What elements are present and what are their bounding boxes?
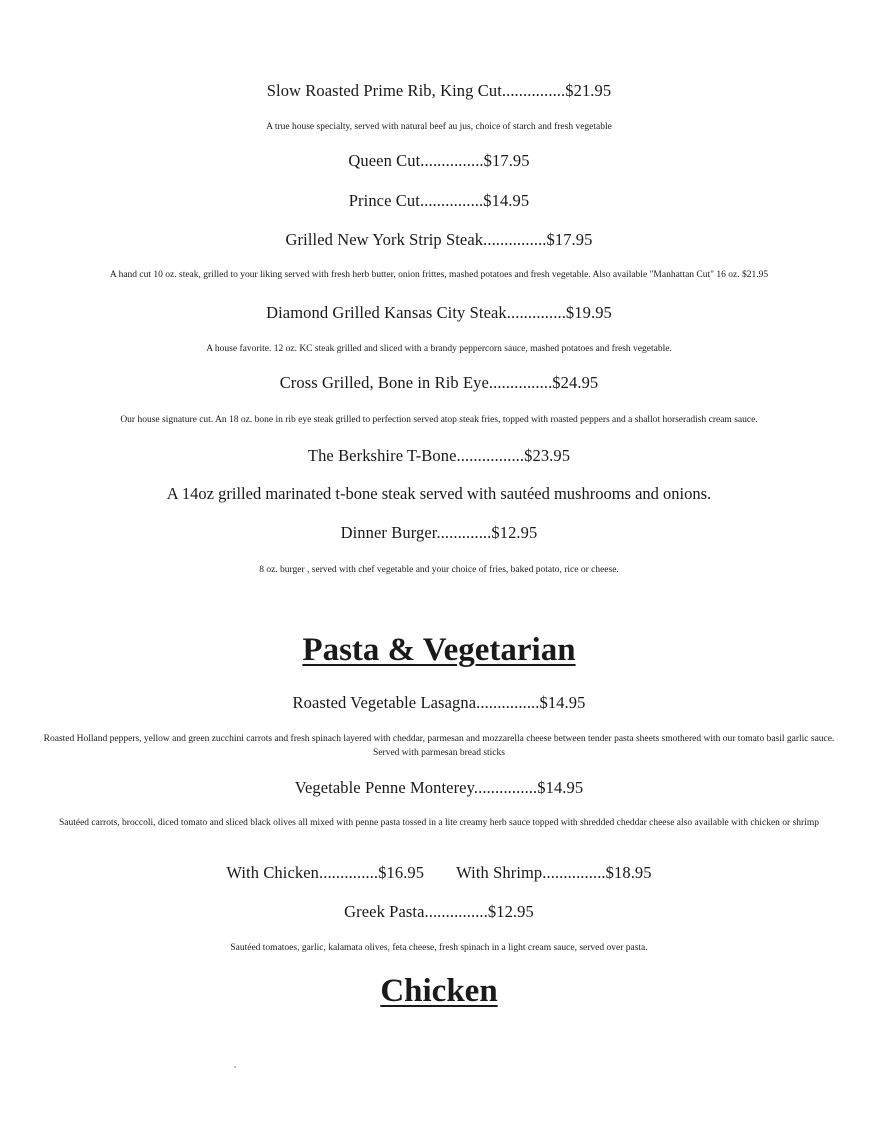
menu-item-berkshire-t-bone: The Berkshire T-Bone................$23.95 xyxy=(307,446,571,465)
addon-with-shrimp: With Shrimp...............$18.95 xyxy=(456,863,652,882)
menu-item-new-york-strip: Grilled New York Strip Steak...............$17.95 xyxy=(285,230,593,249)
menu-item-greek-pasta: Greek Pasta...............$12.95 xyxy=(344,902,534,921)
menu-item-description: A 14oz grilled marinated t-bone steak served with sautéed mushrooms and onions. xyxy=(166,484,712,503)
menu-item-description: Roasted Holland peppers, yellow and green zucchini carrots and fresh spinach layered with cheddar, parmesan and mozzarella cheese between tender pasta sheets smothered with our tomato basil garlic sauce. Served with parmesan bread sticks xyxy=(43,734,835,758)
menu-item-rib-eye: Cross Grilled, Bone in Rib Eye...............$24.95 xyxy=(279,373,599,392)
page-speck xyxy=(234,1066,236,1068)
menu-item-vegetable-lasagna: Roasted Vegetable Lasagna...............$14.95 xyxy=(292,693,586,712)
menu-item-description: Sautéed carrots, broccoli, diced tomato and sliced black olives all mixed with penne pasta tossed in a lite creamy herb sauce topped with shredded cheddar cheese also available with chicken or shrimp xyxy=(58,818,819,828)
menu-item-description: Sautéed tomatoes, garlic, kalamata olives, feta cheese, fresh spinach in a light cream sauce, served over pasta. xyxy=(230,943,648,953)
menu-item-description: 8 oz. burger , served with chef vegetable and your choice of fries, baked potato, rice or cheese. xyxy=(259,565,619,575)
section-heading-pasta-vegetarian: Pasta & Vegetarian xyxy=(302,632,576,668)
menu-item-dinner-burger: Dinner Burger.............$12.95 xyxy=(340,523,538,542)
menu-item-vegetable-penne-monterey: Vegetable Penne Monterey...............$14.95 xyxy=(294,778,584,797)
menu-item-description: A house favorite. 12 oz. KC steak grilled and sliced with a brandy peppercorn sauce, mashed potatoes and fresh vegetable. xyxy=(206,344,672,354)
section-heading-chicken: Chicken xyxy=(380,973,498,1009)
menu-item-prince-cut: Prince Cut...............$14.95 xyxy=(348,191,530,210)
menu-item-description: Our house signature cut. An 18 oz. bone in rib eye steak grilled to perfection served atop steak fries, topped with roasted peppers and a shallot horseradish cream sauce. xyxy=(120,415,758,425)
menu-item-addons xyxy=(0,863,878,883)
addon-with-chicken: With Chicken..............$16.95 xyxy=(226,863,425,882)
menu-item-queen-cut: Queen Cut...............$17.95 xyxy=(348,151,530,170)
menu-item-kansas-city-steak: Diamond Grilled Kansas City Steak..............$19.95 xyxy=(266,303,612,322)
menu-item-description: A true house specialty, served with natural beef au jus, choice of starch and fresh vegetable xyxy=(266,122,612,132)
menu-item-prime-rib-king-cut: Slow Roasted Prime Rib, King Cut...............$21.95 xyxy=(266,81,612,100)
menu-item-description: A hand cut 10 oz. steak, grilled to your liking served with fresh herb butter, onion frittes, mashed potatoes and fresh vegetable. Also available "Manhattan Cut" 16 oz. $21.95 xyxy=(109,270,769,280)
